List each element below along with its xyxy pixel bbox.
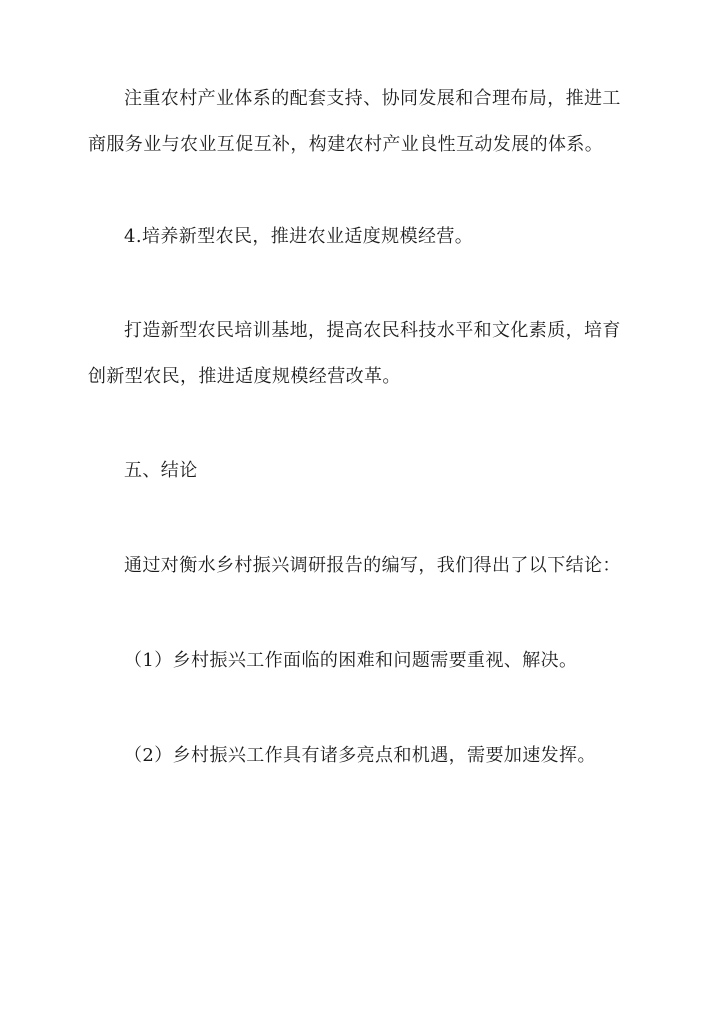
section-heading-conclusion: 五、结论 [124,460,198,481]
paragraph-training-base: 打造新型农民培训基地，提高农民科技水平和文化素质，培育创新型农民，推进适度规模经营改革。 [88,320,621,387]
conclusion-item-2: （2）乡村振兴工作具有诸多亮点和机遇，需要加速发挥。 [124,745,596,766]
paragraph-conclusion-intro: 通过对衡水乡村振兴调研报告的编写，我们得出了以下结论： [124,555,621,576]
heading-new-farmers: 4.培养新型农民，推进农业适度规模经营。 [124,226,474,247]
paragraph-industry-system: 注重农村产业体系的配套支持、协同发展和合理布局，推进工商服务业与农业互促互补，构建农村产业良性互动发展的体系。 [88,88,621,155]
conclusion-item-1: （1）乡村振兴工作面临的困难和问题需要重视、解决。 [124,650,578,671]
